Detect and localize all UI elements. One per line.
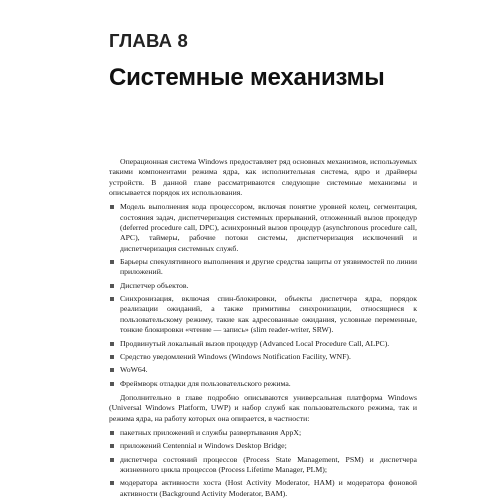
list-item — [109, 455, 417, 476]
list-item-text: диспетчера состояний процессов (Process State Management, PSM) и диспетчера жизненного цикла процессов (Process Lifetime Manager, PLM); — [120, 454, 417, 474]
square-bullet-icon — [110, 431, 114, 435]
list-item-text: пакетных приложений и службы развертывания AppX; — [120, 427, 302, 437]
intro-paragraph: Операционная система Windows предоставляет ряд основных механизмов, используемых такими компонентами режима ядра, как исполнительная система, ядро и драйверы устройств. В данной главе рассматриваются следующие системные механизмы и описывается порядок их использования. — [109, 157, 417, 198]
list-item — [109, 202, 417, 254]
square-bullet-icon — [110, 260, 114, 264]
uwp-paragraph: Дополнительно в главе подробно описываются универсальная платформа Windows (Universal Windows Platform, UWP) и набор служб как пользовательского режима, так и режима ядра, на работу которых она опирается, в частности: — [109, 392, 417, 423]
list-item — [109, 428, 417, 438]
square-bullet-icon — [110, 368, 114, 372]
list-item — [109, 352, 417, 362]
list-item-text: Продвинутый локальный вызов процедур (Advanced Local Procedure Call, ALPC). — [120, 338, 390, 348]
list-item-text: модератора активности хоста (Host Activity Moderator, HAM) и модератора фоновой активности (Background Activity Moderator, BAM). — [120, 478, 417, 498]
mechanisms-list — [109, 202, 417, 389]
list-item — [109, 281, 417, 291]
list-item — [109, 365, 417, 375]
list-item-text: Барьеры спекулятивного выполнения и другие средства защиты от уязвимостей по линии приложений. — [120, 257, 417, 277]
list-item-text: Фреймворк отладки для пользовательского режима. — [120, 378, 291, 388]
list-item-text: приложений Centennial и Windows Desktop Bridge; — [120, 441, 287, 451]
list-item-text: Синхронизация, включая спин-блокировки, объекты диспетчера ядра, порядок реализации ожиданий, а также примитивы синхронизации, относящиеся к пользовательскому режиму, такие как адресованные ожидания, условные переменные, тонкие блокировки «чтение — запись» (slim reader-writer, SRW). — [120, 294, 417, 335]
square-bullet-icon — [110, 458, 114, 462]
chapter-title: Системные механизмы — [109, 64, 385, 91]
square-bullet-icon — [110, 284, 114, 288]
list-item — [109, 339, 417, 349]
chapter-body — [109, 157, 417, 502]
list-item-text: Средство уведомлений Windows (Windows Notification Facility, WNF). — [120, 351, 351, 361]
square-bullet-icon — [110, 297, 114, 301]
list-item — [109, 294, 417, 335]
list-item — [109, 379, 417, 389]
list-item-text: WoW64. — [120, 365, 148, 375]
list-item — [109, 257, 417, 278]
square-bullet-icon — [110, 481, 114, 485]
square-bullet-icon — [110, 444, 114, 448]
list-item — [109, 478, 417, 499]
uwp-services-list — [109, 428, 417, 499]
chapter-label: ГЛАВА 8 — [109, 30, 188, 51]
list-item — [109, 441, 417, 451]
square-bullet-icon — [110, 205, 114, 209]
square-bullet-icon — [110, 382, 114, 386]
square-bullet-icon — [110, 355, 114, 359]
square-bullet-icon — [110, 342, 114, 346]
list-item-text: Диспетчер объектов. — [120, 280, 189, 290]
list-item-text: Модель выполнения кода процессором, включая понятие уровней колец, сегментация, состояния задач, диспетчеризация системных прерываний, отложенный вызов процедур (deferred procedure call, DPC), асинхронный вызов процедур (asynchronous procedure call, APC), таймеры, рабочие потоки системы, диспетчеризация исключений и диспетчеризация системных служб. — [120, 202, 417, 253]
